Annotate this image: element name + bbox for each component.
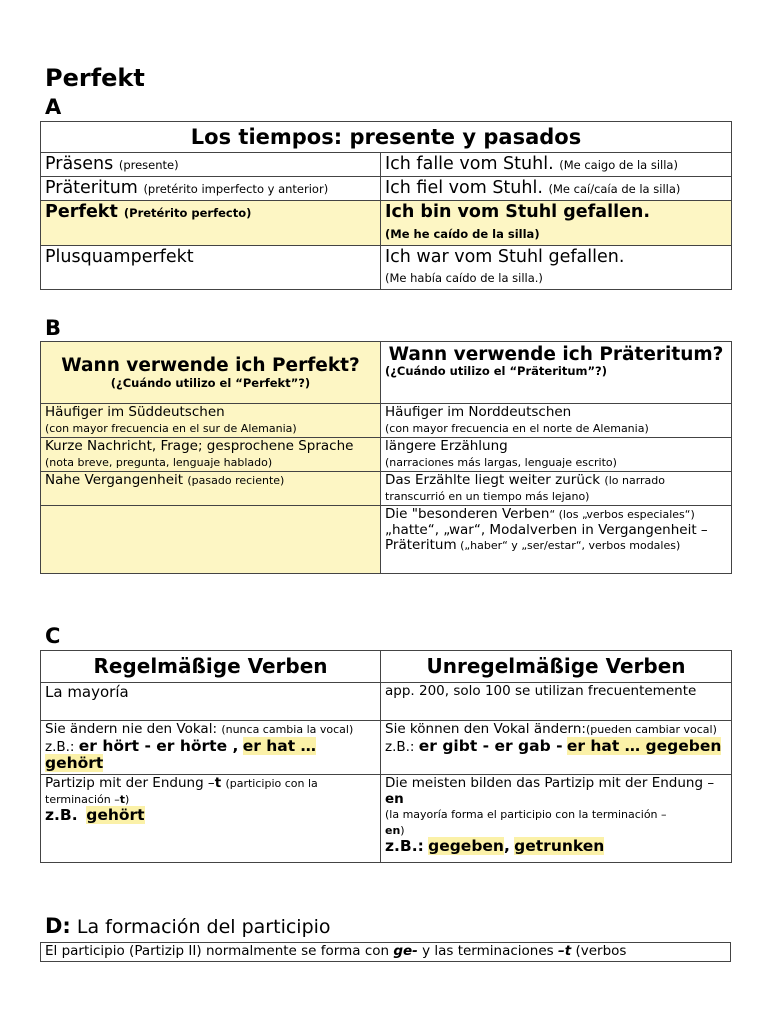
example-sentence: Ich war vom Stuhl gefallen. <box>385 246 625 267</box>
perfekt-usage-cell <box>41 404 381 438</box>
table-row-highlighted <box>41 201 732 245</box>
section-b-letter: B <box>45 316 62 340</box>
example-cell <box>381 201 732 245</box>
prateritum-usage-cell <box>381 506 732 574</box>
perfekt-usage-title: Wann verwende ich Perfekt? <box>61 355 360 377</box>
rule-note: ) <box>400 823 405 837</box>
usage-note: („haber“ y „ser/estar“, verbos modales) <box>456 539 681 553</box>
tense-note: (presente) <box>118 158 179 173</box>
tense-cell <box>41 153 381 177</box>
tense-note: (Pretérito perfecto) <box>123 206 252 221</box>
usage-table <box>40 341 732 574</box>
usage-text: Das Erzählte liegt weiter zurück <box>385 472 601 489</box>
regular-count-cell: La mayoría <box>41 683 381 721</box>
table-row <box>41 506 732 574</box>
perfekt-usage-cell <box>41 438 381 472</box>
example-participle: er hat … gehört <box>45 736 317 773</box>
example-note: (Me caí/caía de la silla) <box>548 182 681 197</box>
irregular-ending-cell <box>381 775 732 863</box>
section-c-letter: C <box>45 624 61 648</box>
tense-name: Präsens <box>45 154 114 175</box>
tense-cell <box>41 201 381 245</box>
rule-note: (pueden cambiar vocal) <box>585 723 717 736</box>
usage-text: „hatte“, „war“, Modalverben in Vergangenheit – Präteritum <box>385 521 708 554</box>
section-d-letter: D: <box>45 914 71 938</box>
example-participle: gegeben <box>428 837 504 856</box>
prefix-ge: ge- <box>393 943 418 959</box>
usage-text: Häufiger im Norddeutschen <box>385 404 572 420</box>
irregular-vowel-cell <box>381 721 732 775</box>
example-prefix: z.B. <box>45 806 78 825</box>
example-cell <box>381 245 732 289</box>
table-row <box>41 472 732 506</box>
tense-name: Präteritum <box>45 178 138 199</box>
perfekt-usage-heading <box>41 342 381 404</box>
rule-text: Partizip mit der Endung – <box>45 775 215 792</box>
rule-note: (participio con la terminación – <box>45 777 318 806</box>
usage-note: (nota breve, pregunta, lenguaje hablado) <box>45 455 273 469</box>
usage-text: Die "besonderen Verben <box>385 506 550 523</box>
perfekt-usage-cell-empty <box>41 506 381 574</box>
irregular-verbs-heading: Unregelmäßige Verben <box>381 651 732 683</box>
example-participle: gehört <box>86 806 145 825</box>
table-row <box>41 775 732 863</box>
separator: , <box>503 837 510 856</box>
usage-text: Kurze Nachricht, Frage; gesprochene Sprache <box>45 438 354 455</box>
usage-note: (narraciones más largas, lenguaje escrito) <box>385 455 617 469</box>
prateritum-usage-title: Wann verwende ich Präteritum? <box>388 344 724 365</box>
section-a-letter: A <box>45 95 62 119</box>
verbs-table <box>40 650 732 863</box>
perfekt-usage-subtitle: (¿Cuándo utilizo el “Perfekt”?) <box>110 375 311 390</box>
usage-note: (lo narrado transcurrió en un tiempo más lejano) <box>385 474 666 503</box>
usage-note: “ (los „verbos especiales“) <box>549 508 695 522</box>
prateritum-usage-cell <box>381 438 732 472</box>
prateritum-usage-heading <box>381 342 732 404</box>
table-row <box>41 721 732 775</box>
usage-note: (con mayor frecuencia en el sur de Alemania) <box>45 421 297 435</box>
example-forms: er gibt - er gab - <box>418 736 563 755</box>
table-row <box>41 177 732 201</box>
regular-ending-cell <box>41 775 381 863</box>
table-row <box>41 438 732 472</box>
example-note: (Me había caído de la silla.) <box>385 270 543 285</box>
rule-text: Die meisten bilden das Partizip mit der Endung – <box>385 775 715 792</box>
ending: en <box>385 823 401 837</box>
usage-note: (pasado reciente) <box>187 474 285 488</box>
usage-text: Häufiger im Süddeutschen <box>45 404 225 420</box>
prateritum-usage-subtitle: (¿Cuándo utilizo el “Präteritum”?) <box>385 364 607 379</box>
rule-text: Sie ändern nie den Vokal: <box>45 721 218 737</box>
example-cell <box>381 153 732 177</box>
page-title: Perfekt <box>45 64 145 92</box>
irregular-count-cell: app. 200, solo 100 se utilizan frecuentemente <box>381 683 732 721</box>
formation-text: El participio (Partizip II) normalmente se forma con <box>45 943 394 959</box>
ending: en <box>385 790 404 807</box>
usage-text: Nahe Vergangenheit <box>45 472 184 489</box>
example-note: (Me caigo de la silla) <box>559 158 678 173</box>
example-sentence: Ich fiel vom Stuhl. <box>385 178 543 199</box>
participle-formation-cell <box>41 943 731 962</box>
usage-note: (con mayor frecuencia en el norte de Alemania) <box>385 421 649 435</box>
rule-note: ) <box>124 792 130 806</box>
example-sentence: Ich falle vom Stuhl. <box>385 154 554 175</box>
usage-text: längere Erzählung <box>385 438 508 455</box>
tense-note: (pretérito imperfecto y anterior) <box>143 182 329 197</box>
formation-text: (verbos <box>571 943 627 959</box>
section-d-title: La formación del participio <box>76 916 331 938</box>
prateritum-usage-cell <box>381 472 732 506</box>
section-d-heading <box>45 914 331 938</box>
example-prefix: z.B.: <box>385 738 415 755</box>
ending: t <box>214 775 222 792</box>
example-prefix: z.B.: <box>45 738 75 755</box>
ending-t: –t <box>557 943 572 959</box>
table-row <box>41 245 732 289</box>
regular-verbs-heading: Regelmäßige Verben <box>41 651 381 683</box>
tense-cell <box>41 245 381 289</box>
rule-text: Sie können den Vokal ändern: <box>385 721 586 737</box>
tense-cell <box>41 177 381 201</box>
table-row <box>41 153 732 177</box>
example-participle: getrunken <box>514 837 605 856</box>
tense-name: Plusquamperfekt <box>45 246 194 267</box>
tenses-table-heading: Los tiempos: presente y pasados <box>41 122 732 153</box>
regular-vowel-cell <box>41 721 381 775</box>
table-row <box>41 683 732 721</box>
prateritum-usage-cell <box>381 404 732 438</box>
perfekt-usage-cell <box>41 472 381 506</box>
rule-note: (la mayoría forma el participio con la terminación – <box>385 808 667 822</box>
table-row <box>41 404 732 438</box>
example-sentence: Ich bin vom Stuhl gefallen. <box>385 202 651 223</box>
example-note: (Me he caído de la silla) <box>385 226 540 241</box>
ending: t <box>119 792 125 806</box>
participle-formation-table <box>40 942 731 962</box>
tense-name: Perfekt <box>45 202 118 223</box>
formation-text: y las terminaciones <box>417 943 558 959</box>
example-cell <box>381 177 732 201</box>
example-participle: er hat … gegeben <box>566 736 722 755</box>
tenses-table <box>40 121 732 290</box>
rule-note: (nunca cambia la vocal) <box>221 723 354 736</box>
example-prefix: z.B.: <box>385 837 424 856</box>
example-forms: er hört - er hörte , <box>78 736 239 755</box>
